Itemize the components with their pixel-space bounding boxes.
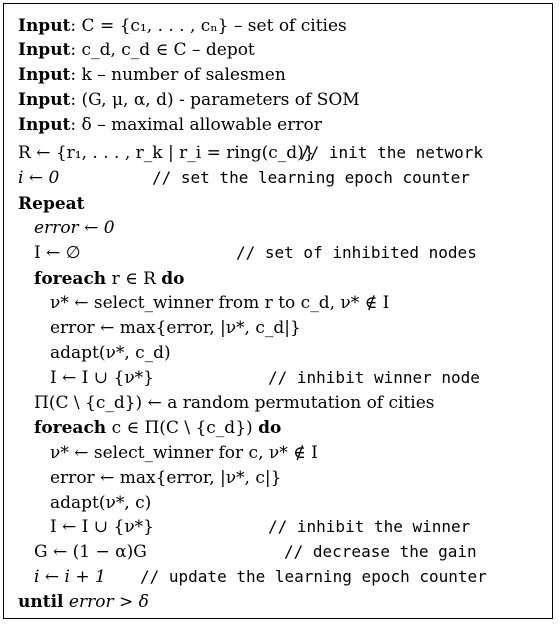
- init-epoch-code: i ← 0: [18, 168, 60, 188]
- foreach-city-head: c ∈ Π(C \ {c_d}): [111, 418, 253, 438]
- permutation-line: Π(C \ {c_d}) ← a random permutation of cities: [34, 393, 435, 413]
- input-cities-text: : C = {c₁, . . . , cₙ} – set of cities: [70, 16, 347, 36]
- error-reset: error ← 0: [34, 218, 115, 238]
- do-keyword: do: [161, 269, 185, 289]
- select-winner-city: ν* ← select_winner for c, ν* ∉ I: [50, 443, 318, 463]
- until-keyword: until: [18, 592, 64, 612]
- input-salesmen-text: : k – number of salesmen: [70, 65, 286, 85]
- input-depot-text: : c_d, c_d ∈ C – depot: [70, 40, 255, 60]
- do-keyword: do: [258, 418, 282, 438]
- inhibited-reset-comment: // set of inhibited nodes: [236, 243, 477, 262]
- inhibit-winner2-comment: // inhibit the winner: [268, 517, 471, 536]
- inhibited-reset-code: I ← ∅: [34, 243, 81, 263]
- input-salesmen: [18, 63, 286, 87]
- until-condition: error > δ: [68, 592, 149, 612]
- foreach-ring: [34, 267, 185, 291]
- until-line: [18, 590, 149, 614]
- foreach-keyword: foreach: [34, 418, 107, 438]
- input-error-text: : δ – maximal allowable error: [70, 115, 322, 135]
- gain-update-comment: // decrease the gain: [284, 542, 477, 561]
- inhibit-winner2-code: I ← I ∪ {ν*}: [50, 517, 155, 537]
- init-network-comment: // init the network: [300, 143, 484, 162]
- init-network-code: R ← {r₁, . . . , r_k | r_i = ring(c_d)}: [18, 143, 315, 163]
- adapt-depot: adapt(ν*, c_d): [50, 343, 171, 363]
- input-som-params: [18, 88, 360, 112]
- foreach-ring-head: r ∈ R: [111, 269, 156, 289]
- select-winner-depot: ν* ← select_winner from r to c_d, ν* ∉ I: [50, 293, 390, 313]
- input-keyword: Input: [18, 65, 71, 85]
- adapt-city: adapt(ν*, c): [50, 493, 152, 513]
- epoch-update-code: i ← i + 1: [34, 567, 106, 587]
- inhibit-winner-comment: // inhibit winner node: [268, 368, 480, 387]
- input-som-params-text: : (G, μ, α, d) - parameters of SOM: [70, 90, 360, 110]
- input-keyword: Input: [18, 40, 71, 60]
- foreach-keyword: foreach: [34, 269, 107, 289]
- epoch-update-comment: // update the learning epoch counter: [140, 567, 487, 586]
- inhibit-winner-code: I ← I ∪ {ν*}: [50, 368, 155, 388]
- input-keyword: Input: [18, 115, 71, 135]
- input-cities: [18, 14, 347, 38]
- init-epoch-comment: // set the learning epoch counter: [152, 168, 470, 187]
- error-update-depot: error ← max{error, |ν*, c_d|}: [50, 318, 301, 338]
- gain-update-code: G ← (1 − α)G: [34, 542, 147, 562]
- foreach-city: [34, 416, 281, 440]
- input-error: [18, 113, 322, 137]
- repeat-keyword: Repeat: [18, 194, 85, 214]
- input-keyword: Input: [18, 90, 71, 110]
- input-keyword: Input: [18, 16, 71, 36]
- error-update-city: error ← max{error, |ν*, c|}: [50, 468, 282, 488]
- input-depot: [18, 38, 255, 62]
